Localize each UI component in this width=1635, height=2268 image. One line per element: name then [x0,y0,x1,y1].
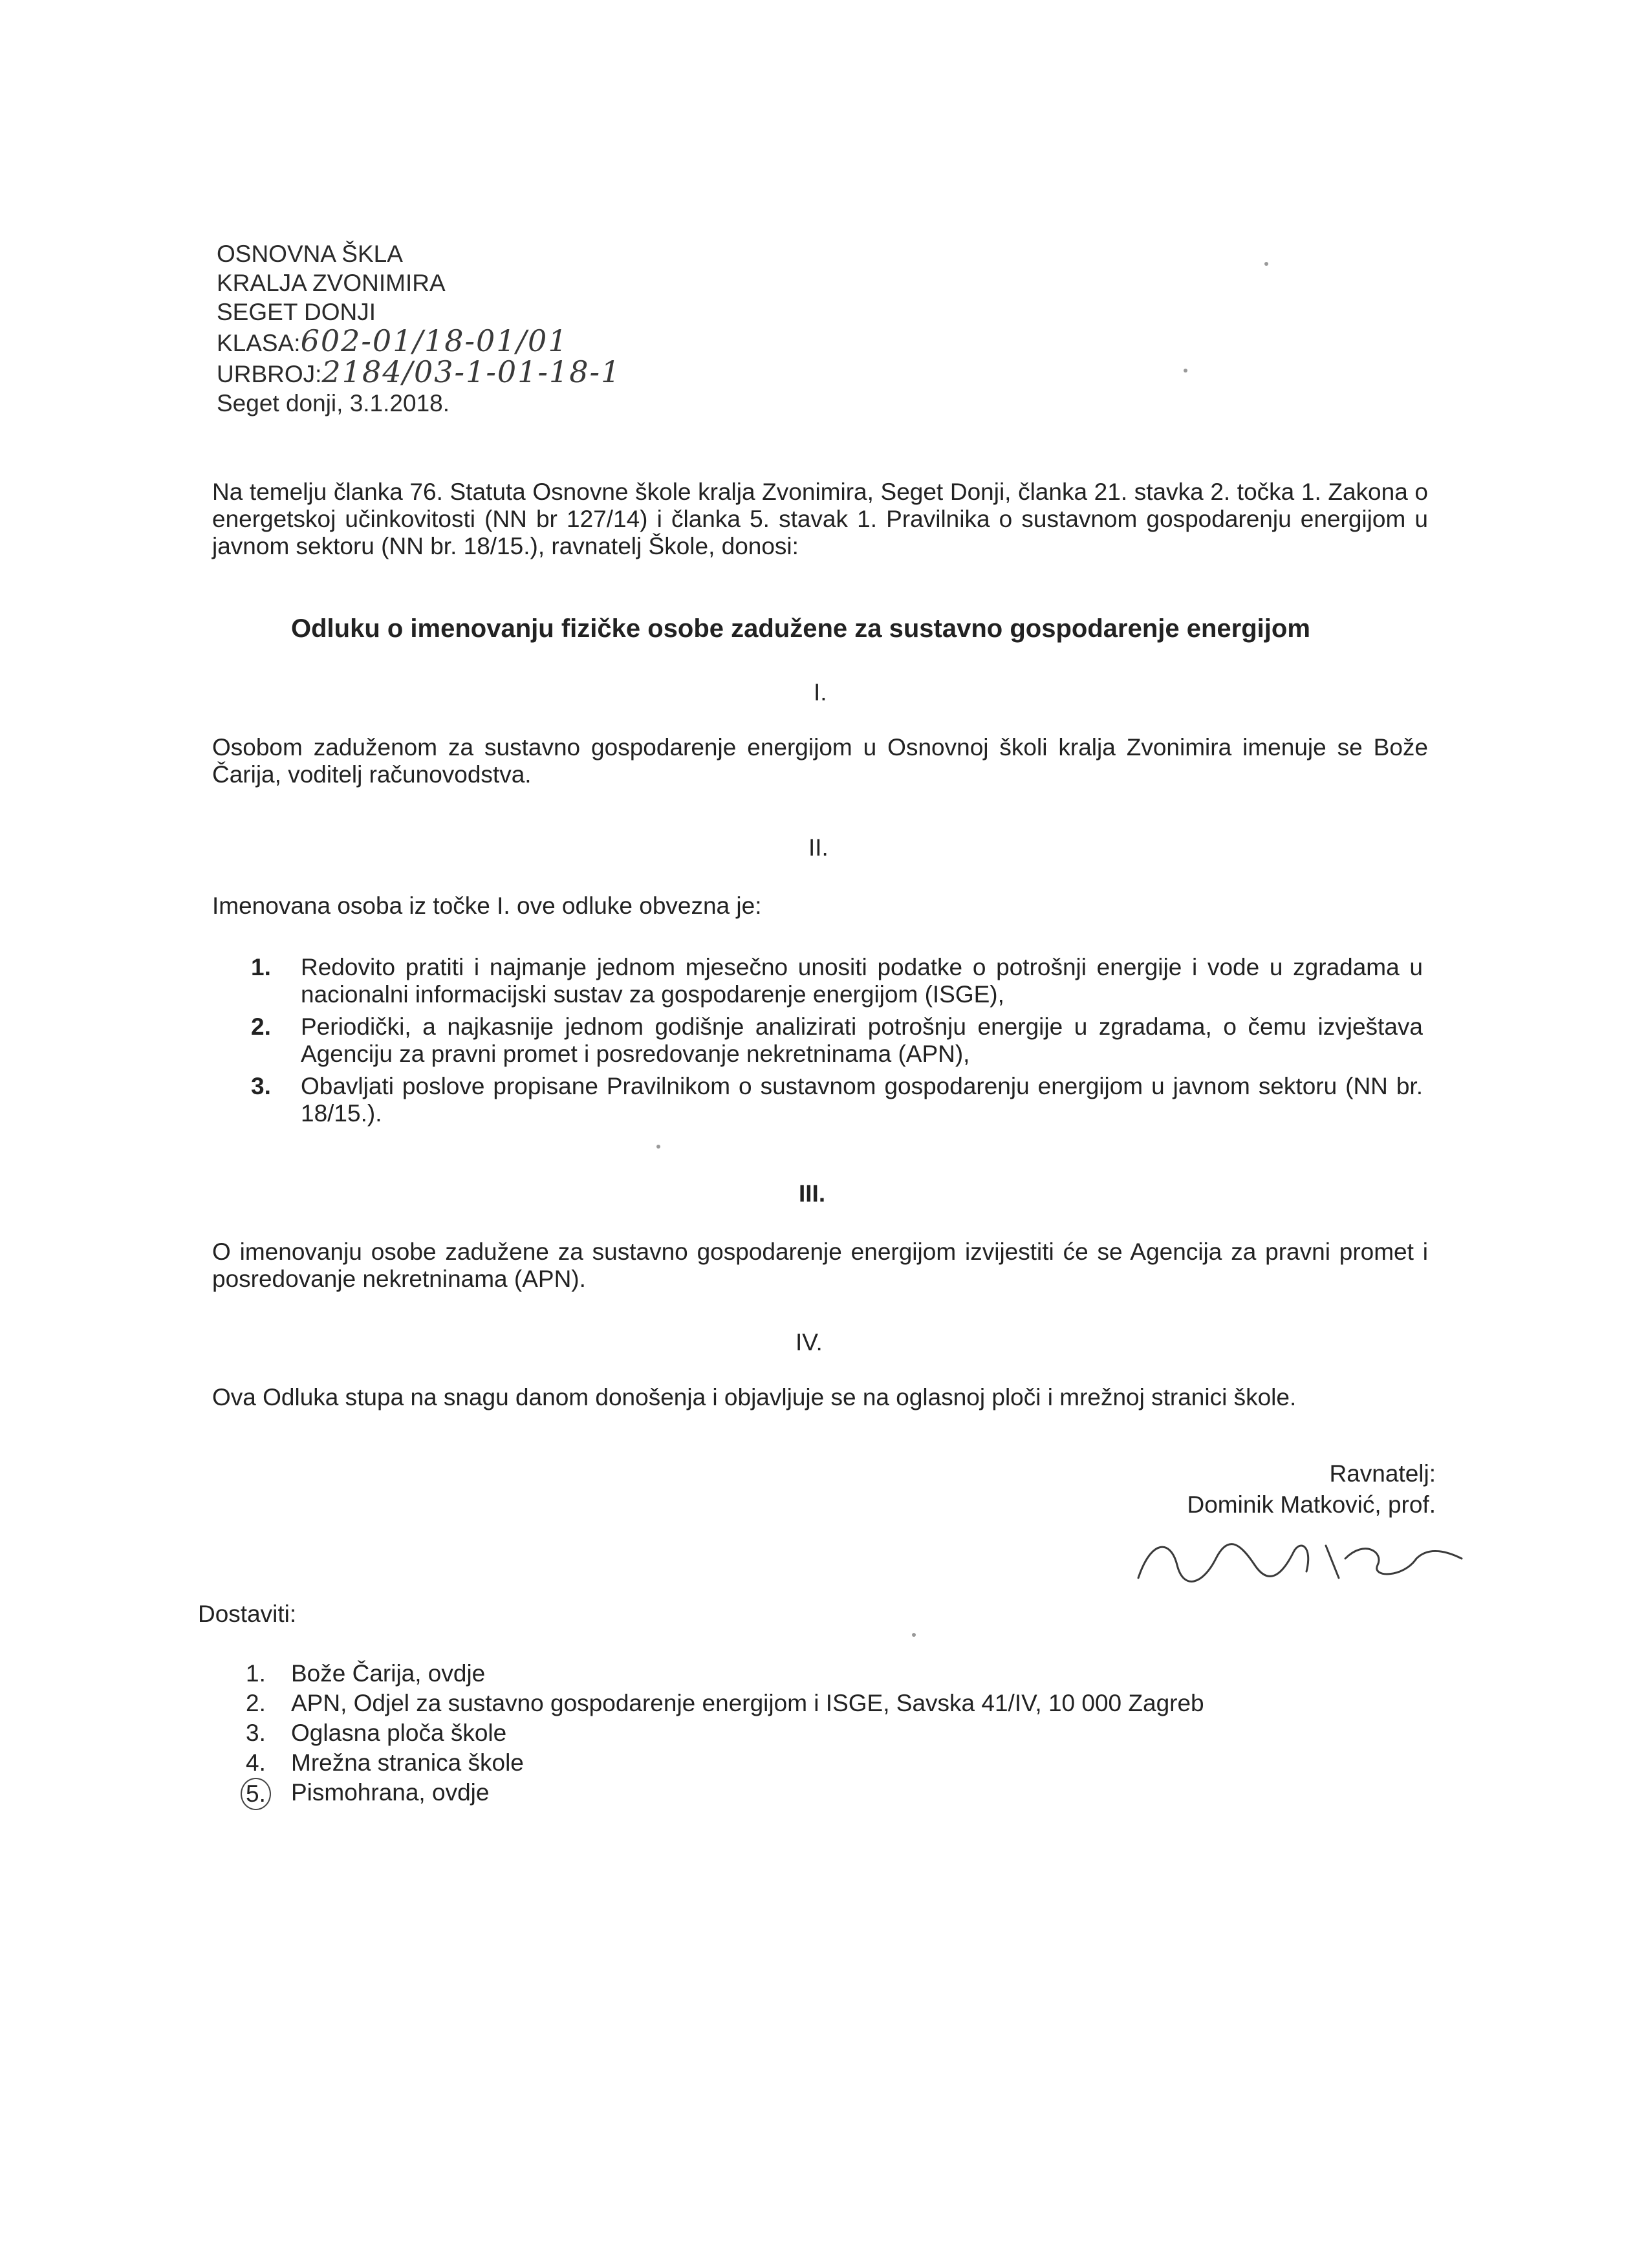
list-item-number: 5. [241,1778,271,1810]
scan-speck [1184,369,1187,373]
school-name-line3: SEGET DONJI [217,299,376,325]
list-item-text: APN, Odjel za sustavno gospodarenje energijom i ISGE, Savska 41/IV, 10 000 Zagreb [291,1690,1204,1716]
intro-paragraph: Na temelju članka 76. Statuta Osnovne škole kralja Zvonimira, Seget Donji, članka 21. stavka 2. točka 1. Zakona o energetskoj učinkovitosti (NN br 127/14) i članka 5. stavak 1. Pravilnika o sustavnom gospodarenju energijom u javnom sektoru (NN br. 18/15.), ravnatelj Škole, donosi: [212,479,1428,559]
section-1-text: Osobom zaduženom za sustavno gospodarenje energijom u Osnovnoj školi kralja Zvonimira imenuje se Bože Čarija, voditelj računovodstva. [212,734,1428,788]
list-item [239,1748,1204,1778]
section-heading-3: III. [799,1180,826,1207]
section-2-text: Imenovana osoba iz točke I. ove odluke obvezna je: [212,892,762,919]
section-heading-1: I. [814,679,827,706]
klasa-value: 602-01/18-01/01 [300,323,568,358]
school-name-line2: KRALJA ZVONIMIRA [217,270,446,296]
document-header [217,239,621,418]
list-item-number: 2. [251,1013,271,1040]
section-3-text: O imenovanju osobe zadužene za sustavno gospodarenje energijom izvijestiti će se Agencija za pravni promet i posredovanje nekretninama (APN). [212,1238,1428,1292]
list-item [239,1778,1204,1808]
section-heading-4: IV. [796,1329,823,1355]
klasa-line [217,323,621,358]
decision-title: Odluku o imenovanju fizičke osobe zadužene za sustavno gospodarenje energijom [291,614,1310,643]
klasa-label: KLASA: [217,330,301,356]
list-item [246,1013,1423,1068]
signature-block [1099,1458,1436,1520]
list-item-text: Obavljati poslove propisane Pravilnikom o sustavnom gospodarenju energijom u javnom sektoru (NN br. 18/15.). [301,1073,1423,1127]
list-item-text: Pismohrana, ovdje [291,1779,490,1806]
signature-name: Dominik Matković, prof. [1187,1491,1436,1518]
list-item-number: 2. [246,1690,266,1716]
signature-role: Ravnatelj: [1329,1460,1436,1487]
list-item-number: 4. [246,1749,266,1776]
urbroj-line [217,354,622,389]
list-item [239,1718,1204,1748]
duties-list [246,954,1423,1132]
place-date: Seget donji, 3.1.2018. [217,390,450,416]
list-item-text: Bože Čarija, ovdje [291,1660,486,1687]
list-item-text: Oglasna ploča škole [291,1720,507,1746]
delivery-list [239,1659,1204,1808]
list-item [239,1659,1204,1689]
section-heading-2: II. [808,834,828,861]
scan-speck [1264,262,1268,266]
list-item [239,1689,1204,1718]
list-item-text: Periodički, a najkasnije jednom godišnje analizirati potrošnju energije u zgradama, o čemu izvještava Agenciju za pravni promet i posredovanje nekretninama (APN), [301,1013,1423,1067]
section-4-text: Ova Odluka stupa na snagu danom donošenja i objavljuje se na oglasnoj ploči i mrežnoj stranici škole. [212,1384,1297,1410]
scan-speck [656,1145,660,1149]
delivery-title: Dostaviti: [198,1601,297,1627]
urbroj-label: URBROJ: [217,361,322,387]
list-item [246,954,1423,1008]
school-name-line1: OSNOVNA ŠKLA [217,241,403,267]
list-item-number: 3. [251,1073,271,1099]
list-item-number: 3. [246,1720,266,1746]
urbroj-value: 2184/03-1-01-18-1 [321,354,622,389]
list-item-text: Mrežna stranica škole [291,1749,524,1776]
scan-speck [912,1633,916,1637]
list-item-number: 1. [246,1660,266,1687]
list-item [246,1073,1423,1127]
list-item-text: Redovito pratiti i najmanje jednom mjesečno unositi podatke o potrošnji energije i vode u zgradama u nacionalni informacijski sustav za gospodarenje energijom (ISGE), [301,954,1423,1008]
handwritten-signature-icon [1132,1526,1468,1597]
list-item-number: 1. [251,954,271,980]
